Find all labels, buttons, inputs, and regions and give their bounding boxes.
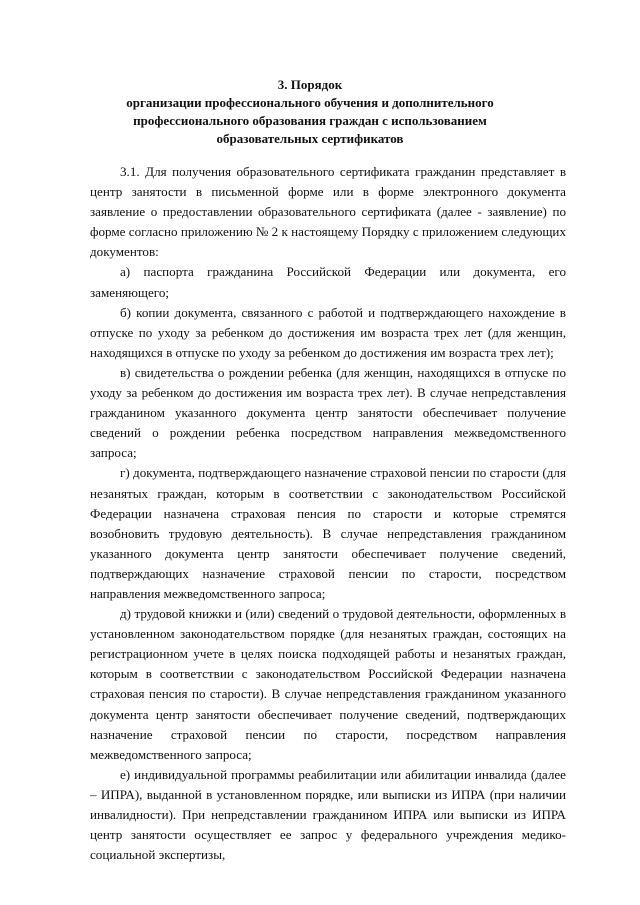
- list-item-v: в) свидетельства о рождении ребенка (для женщин, находящихся в отпуске по уходу за ребенком до достижения им возраста трех лет). В случае непредставления гражданином указанного документа центр занятости обеспечивает получение сведений о рождении ребенка посредством направления межведомственного запроса;: [90, 364, 566, 461]
- paragraph-3-1: 3.1. Для получения образовательного сертификата гражданин представляет в центр занятости в письменной форме или в форме электронного документа заявление о предоставлении образовательного сертификата (далее - заявление) по форме согласно приложению № 2 к настоящему Порядку с приложением следующих документов:: [90, 164, 566, 260]
- list-item-a: а) паспорта гражданина Российской Федерации или документа, его заменяющего;: [90, 264, 566, 300]
- heading-title-line-3: образовательных сертификатов: [216, 131, 404, 146]
- heading-number-line: 3. Порядок: [277, 77, 343, 92]
- heading-title-line-1: организации профессионального обучения и дополнительного: [126, 95, 494, 110]
- list-item-e: е) индивидуальной программы реабилитации или абилитации инвалида (далее – ИПРА), выданной в установленном порядке, или выписки из ИПРА (при наличии инвалидности). При непредставлении гражданином ИПРА или выписки из ИПРА центр занятости осуществляет ее запрос у федерального учреждения медико-социальной экспертизы,: [90, 766, 566, 863]
- list-item-b: б) копии документа, связанного с работой и подтверждающего нахождение в отпуске по уходу за ребенком до достижения им возраста трех лет (для женщин, находящихся в отпуске по уходу за ребенком до достижения им возраста трех лет);: [90, 304, 566, 360]
- list-item-g: г) документа, подтверждающего назначение страховой пенсии по старости (для незанятых граждан, которым в соответствии с законодательством Российской Федерации назначена страховая пенсия по старости и которые стремятся возобновить трудовую деятельность). В случае непредставления гражданином указанного документа центр занятости обеспечивает получение сведений, подтверждающих назначение страховой пенсии по старости, посредством направления межведомственного запроса;: [90, 465, 566, 601]
- document-body: [90, 162, 566, 865]
- heading-title-line-2: профессионального образования граждан с использованием: [133, 113, 487, 128]
- section-heading: [80, 76, 540, 148]
- list-item-d: д) трудовой книжки и (или) сведений о трудовой деятельности, оформленных в установленном законодательством порядке (для незанятых граждан, состоящих на регистрационном учете в целях поиска подходящей работы и незанятых граждан, которым в соответствии с законодательством Российской Федерации назначена страховая пенсия по старости). В случае непредставления гражданином указанного документа центр занятости обеспечивает получение сведений, подтверждающих назначение страховой пенсии по старости, посредством направления межведомственного запроса;: [90, 606, 566, 762]
